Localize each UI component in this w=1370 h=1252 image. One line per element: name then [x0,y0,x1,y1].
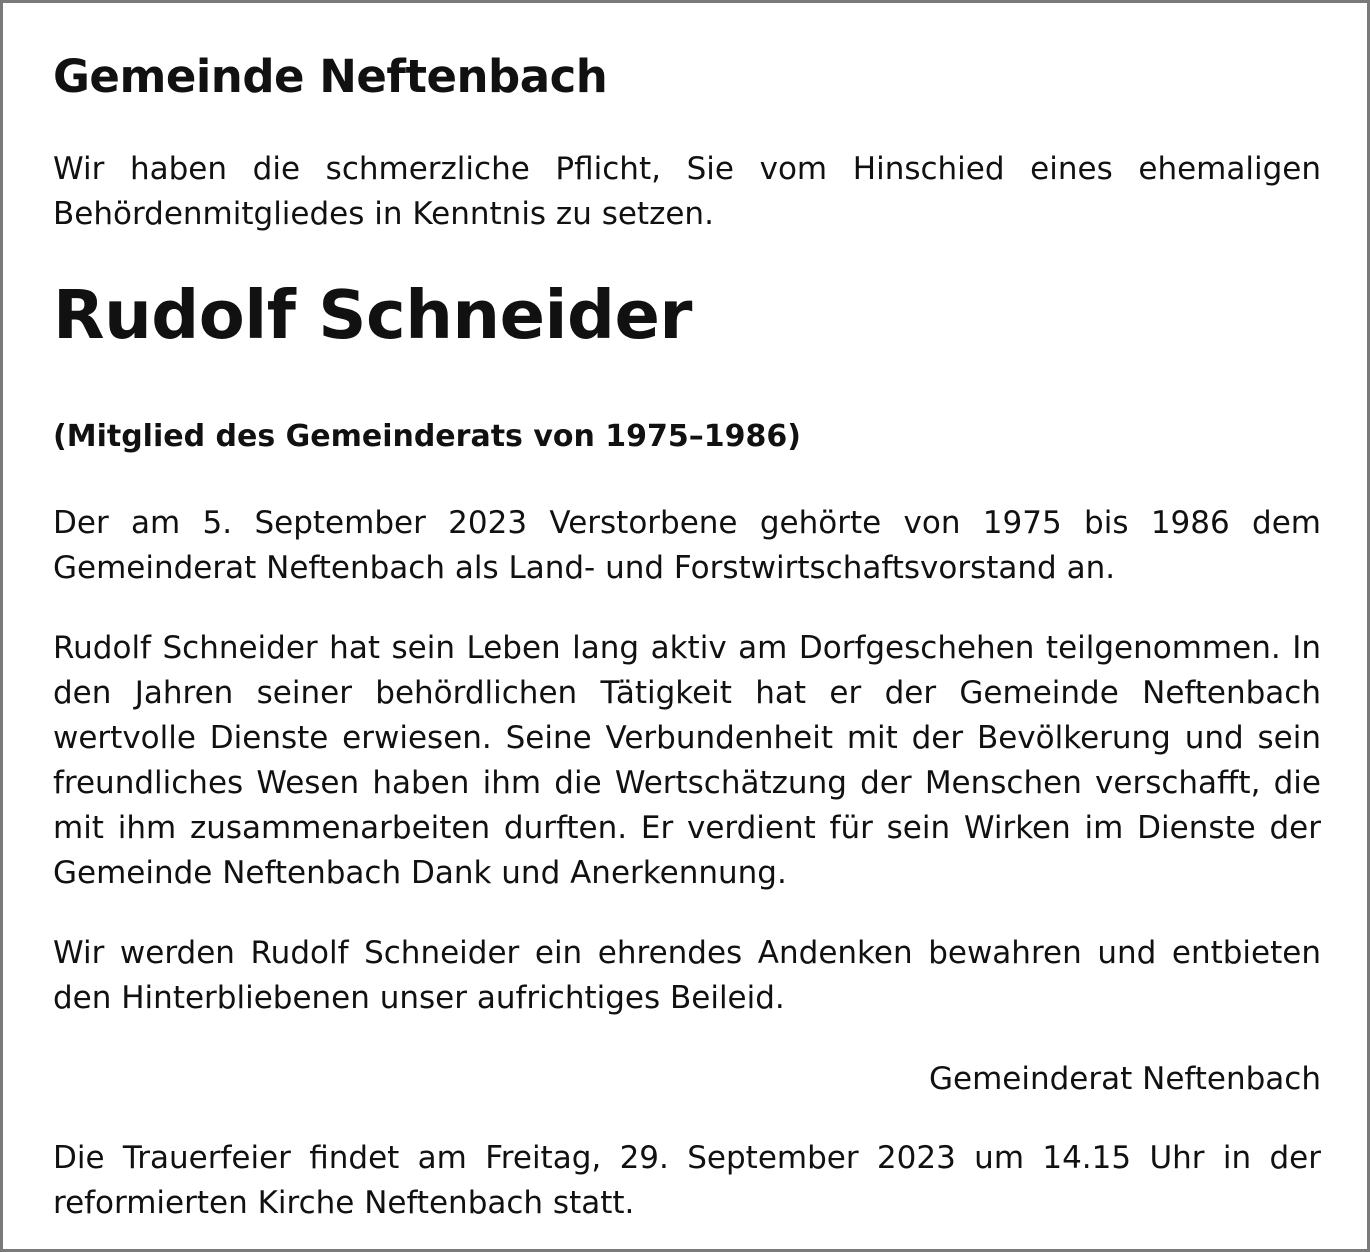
intro-paragraph: Wir haben die schmerzliche Pflicht, Sie vom Hinschied eines ehemaligen Behördenmitgliedes in Kenntnis zu setzen. [53,151,1321,232]
notice-content [53,47,1321,1226]
body-paragraph: Wir werden Rudolf Schneider ein ehrendes Andenken bewahren und entbieten den Hinterbliebenen unser aufrichtiges Beileid. [53,934,1321,1016]
deceased-name: Rudolf Schneider [53,276,692,354]
municipality-header: Gemeinde Neftenbach [53,50,608,103]
deceased-role: (Mitglied des Gemeinderats von 1975–1986) [53,418,802,454]
ceremony-info: Die Trauerfeier findet am Freitag, 29. September 2023 um 14.15 Uhr in der reformierten Kirche Neftenbach statt. [53,1139,1321,1221]
signature: Gemeinderat Neftenbach [929,1060,1321,1097]
body-paragraph: Der am 5. September 2023 Verstorbene gehörte von 1975 bis 1986 dem Gemeinderat Neftenbach als Land- und Forstwirtschaftsvorstand an. [53,504,1321,586]
body-paragraph: Rudolf Schneider hat sein Leben lang aktiv am Dorfgeschehen teilgenommen. In den Jahren seiner behördlichen Tätigkeit hat er der Gemeinde Neftenbach wertvolle Dienste erwiesen. Seine Verbundenheit mit der Bevölkerung und sein freundliches Wesen haben ihm die Wertschätzung der Menschen verschafft, die mit ihm zusammenarbeiten durften. Er verdient für sein Wirken im Dienste der Gemeinde Neftenbach Dank und Anerkennung. [53,629,1321,891]
